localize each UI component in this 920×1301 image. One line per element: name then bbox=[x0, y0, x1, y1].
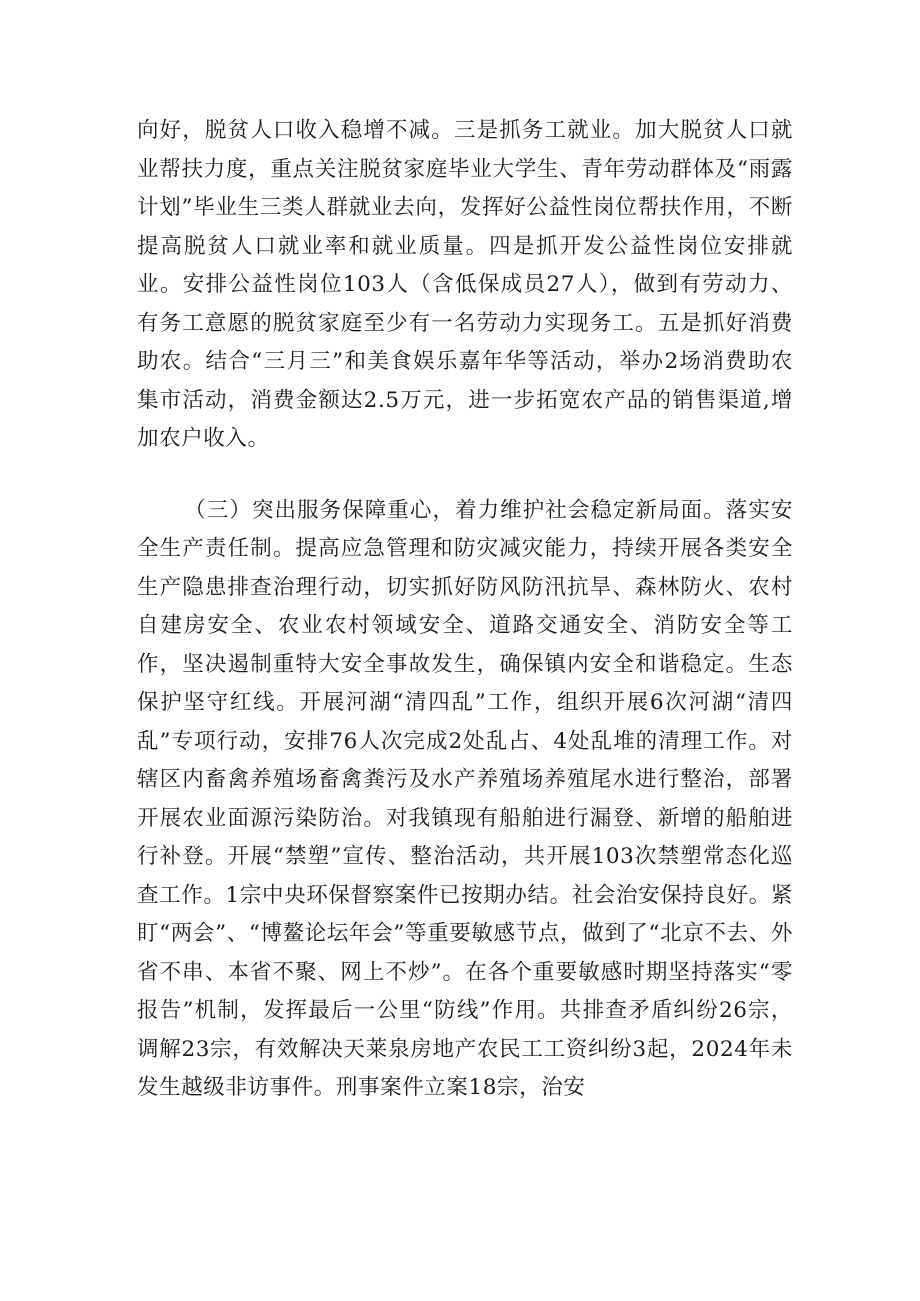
paragraph-employment-consumption: 向好，脱贫人口收入稳增不减。三是抓务工就业。加大脱贫人口就业帮扶力度，重点关注脱贫家庭毕业大学生、青年劳动群体及“雨露计划”毕业生三类人群就业去向，发挥好公益性岗位帮扶作用，不断提高脱贫人口就业率和就业质量。四是抓开发公益性岗位安排就业。安排公益性岗位103人（含低保成员27人），做到有劳动力、有务工意愿的脱贫家庭至少有一名劳动力实现务工。五是抓好消费助农。结合“三月三”和美食娱乐嘉年华等活动，举办2场消费助农集市活动，消费金额达2.5万元，进一步拓宽农产品的销售渠道,增加农户收入。 bbox=[137, 118, 793, 451]
paragraph-social-stability: （三）突出服务保障重心，着力维护社会稳定新局面。落实安全生产责任制。提高应急管理和防灾减灾能力，持续开展各类安全生产隐患排查治理行动，切实抓好防风防汛抗旱、森林防火、农村自建房安全、农业农村领域安全、道路交通安全、消防安全等工作，坚决遏制重特大安全事故发生，确保镇内安全和谐稳定。生态保护坚守红线。开展河湖“清四乱”工作，组织开展6次河湖“清四乱”专项行动，安排76人次完成2处乱占、4处乱堆的清理工作。对辖区内畜禽养殖场畜禽粪污及水产养殖场养殖尾水进行整治，部署开展农业面源污染防治。对我镇现有船舶进行漏登、新增的船舶进行补登。开展“禁塑”宣传、整治活动，共开展103次禁塑常态化巡查工作。1宗中央环保督察案件已按期办结。社会治安保持良好。紧盯“两会”、“博鳌论坛年会”等重要敏感节点，做到了“北京不去、外省不串、本省不聚、网上不炒”。在各个重要敏感时期坚持落实“零报告”机制，发挥最后一公里“防线”作用。共排查矛盾纠纷26宗，调解23宗，有效解决天莱泉房地产农民工工资纠纷3起，2024年未发生越级非访事件。刑事案件立案18宗，治安 bbox=[137, 497, 793, 1100]
document-body bbox=[137, 112, 793, 1108]
